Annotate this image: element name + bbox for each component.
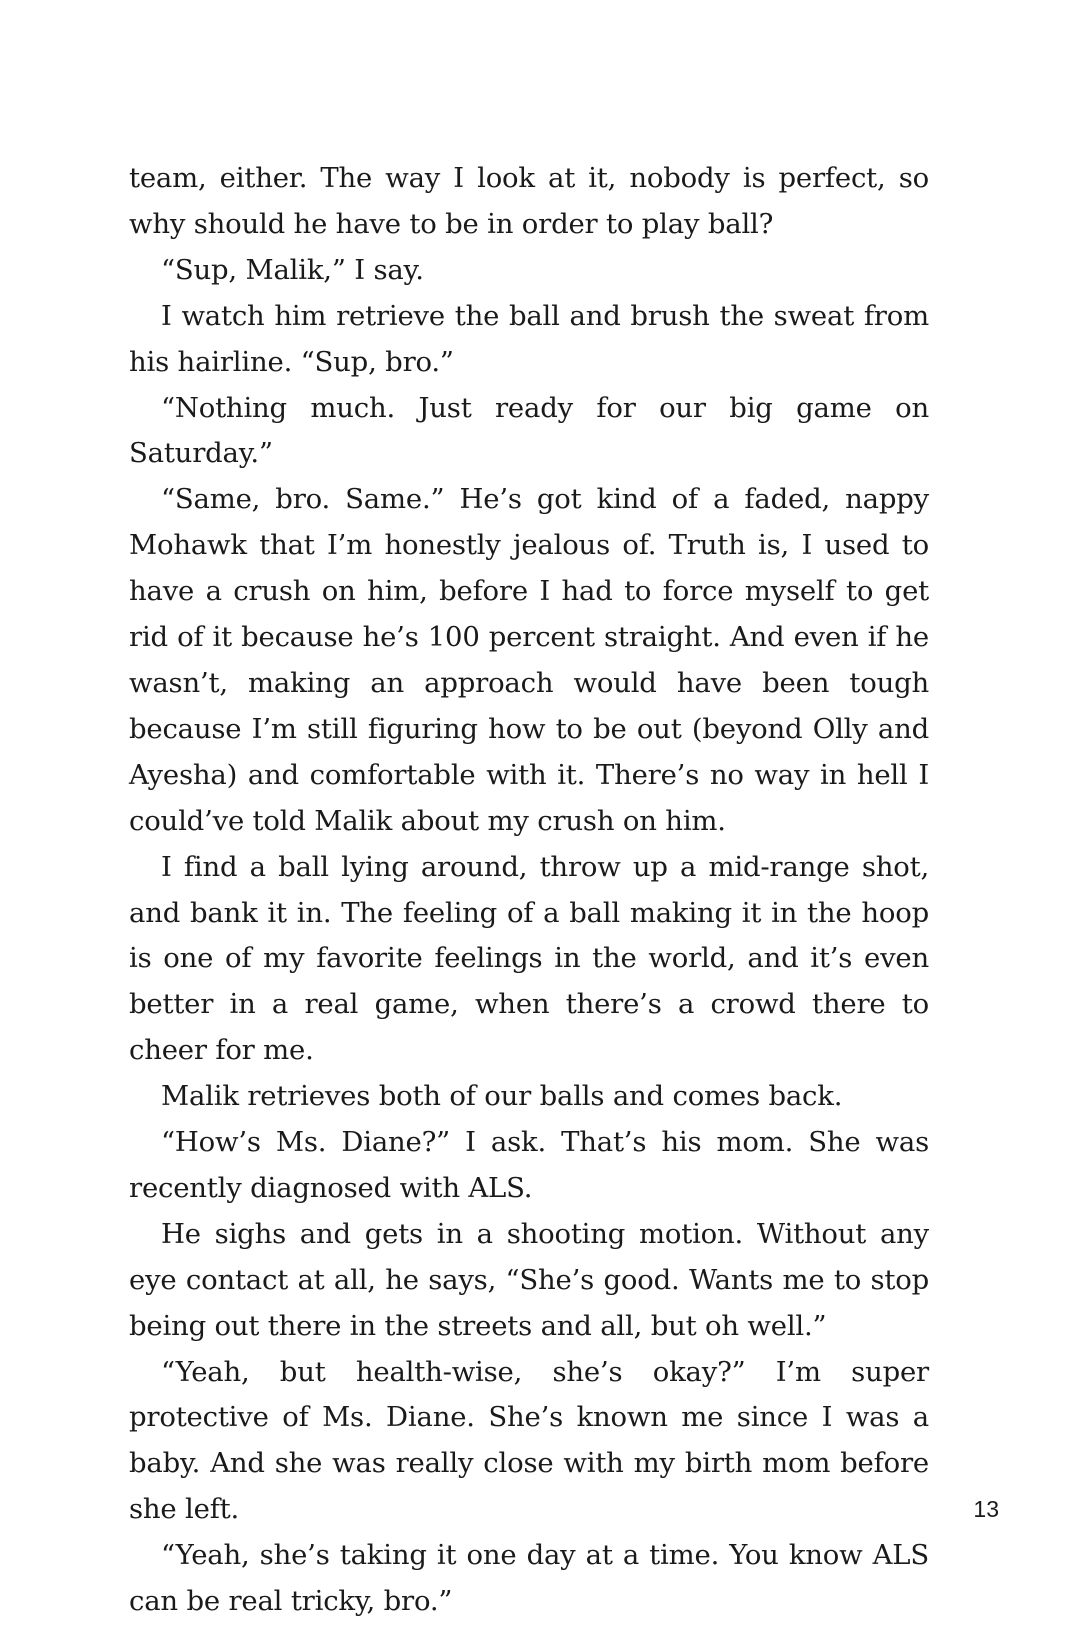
paragraph: “Yeah, but health-wise, she’s okay?” I’m super protective of Ms. Diane. She’s known me since I was a baby. And she was really close with my birth mom before she left.: [129, 1355, 929, 1526]
paragraph: “How’s Ms. Diane?” I ask. That’s his mom. She was recently diagnosed with ALS.: [129, 1126, 929, 1204]
paragraph: “Same, bro. Same.” He’s got kind of a faded, nappy Mohawk that I’m honestly jealous of. Truth is, I used to have a crush on him, before I had to force myself to get rid of it because he’s 100 percent straight. And even if he wasn’t, making an approach would have been tough because I’m still figuring how to be out (beyond Olly and Ayesha) and comfortable with it. There’s no way in hell I could’ve told Malik about my crush on him.: [129, 483, 929, 837]
paragraph: He sighs and gets in a shooting motion. Without any eye contact at all, he says, “She’s good. Wants me to stop being out there in the streets and all, but oh well.”: [129, 1217, 929, 1342]
page-number: 13: [973, 1496, 999, 1522]
paragraph: I find a ball lying around, throw up a mid-range shot, and bank it in. The feeling of a ball making it in the hoop is one of my favorite feelings in the world, and it’s even better in a real game, when there’s a crowd there to cheer for me.: [129, 850, 929, 1067]
paragraph: “Yeah, she’s taking it one day at a time. You know ALS can be real tricky, bro.”: [129, 1539, 929, 1618]
paragraph: I watch him retrieve the ball and brush the sweat from his hairline. “Sup, bro.”: [129, 299, 929, 378]
paragraph: “Sup, Malik,” I say.: [161, 253, 424, 286]
paragraph: team, either. The way I look at it, nobody is perfect, so why should he have to be in order to play ball?: [129, 162, 929, 240]
body-text: [129, 156, 929, 1625]
paragraph: Malik retrieves both of our balls and comes back.: [161, 1080, 843, 1113]
paragraph: “Nothing much. Just ready for our big game on Saturday.”: [129, 391, 929, 470]
